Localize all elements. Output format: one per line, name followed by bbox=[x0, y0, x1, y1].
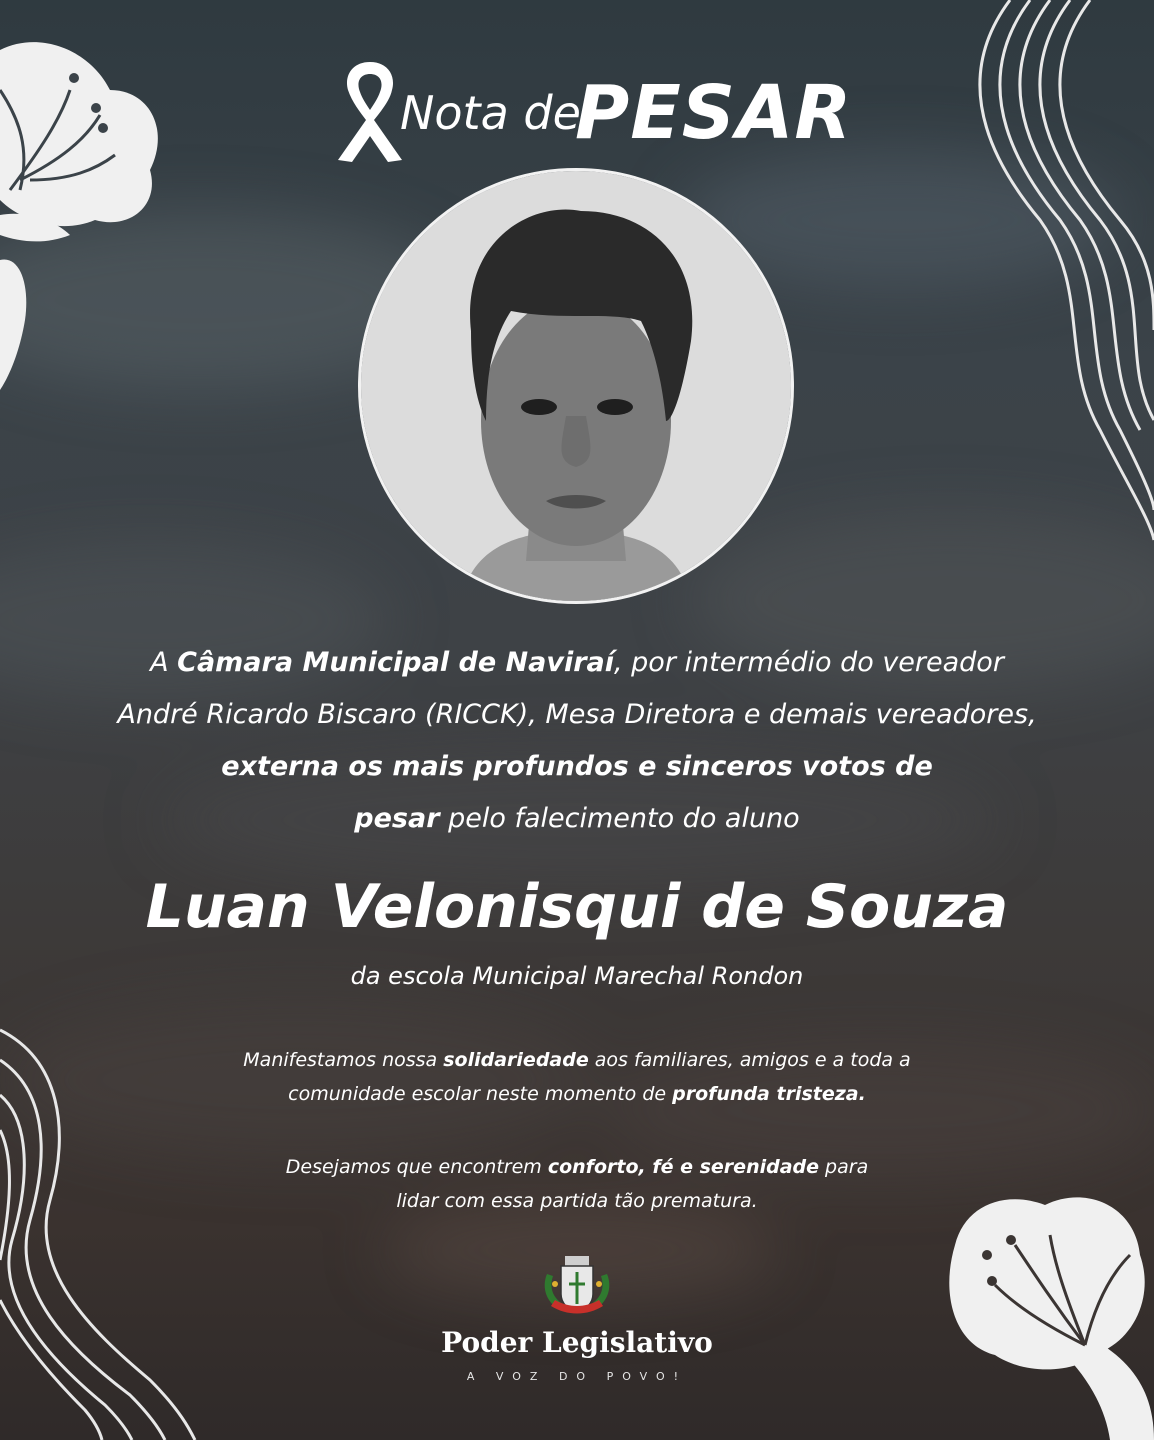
para1-bold-2: profunda tristeza. bbox=[672, 1083, 866, 1105]
title-nota-de: Nota de bbox=[400, 86, 581, 140]
intro-l1-a: A bbox=[150, 647, 178, 678]
school-name: da escola Municipal Marechal Rondon bbox=[350, 962, 804, 990]
flower-bottom-right-icon bbox=[935, 1185, 1154, 1440]
para1-c: aos familiares, amigos e a toda a bbox=[588, 1049, 911, 1071]
intro-l1-bold: Câmara Municipal de Naviraí bbox=[177, 647, 614, 678]
intro-text bbox=[60, 637, 1094, 845]
intro-l1-c: , por intermédio do vereador bbox=[614, 647, 1004, 678]
intro-line-1 bbox=[60, 637, 1094, 689]
para1-bold-1: solidariedade bbox=[443, 1049, 589, 1071]
title-pesar: PESAR bbox=[575, 70, 853, 156]
intro-l4-b: pelo falecimento do aluno bbox=[439, 803, 800, 834]
para2-line-1 bbox=[150, 1150, 1004, 1184]
header bbox=[0, 58, 1154, 168]
para1-d: comunidade escolar neste momento de bbox=[288, 1083, 673, 1105]
footer-title: Poder Legislativo bbox=[441, 1326, 713, 1359]
para2-line-2: lidar com essa partida tão prematura. bbox=[396, 1190, 758, 1212]
para2-c: para bbox=[819, 1156, 869, 1178]
intro-line-2: André Ricardo Biscaro (RICCK), Mesa Diretora e demais vereadores, bbox=[117, 699, 1037, 730]
para1-line-1 bbox=[150, 1043, 1004, 1077]
mourning-ribbon-icon bbox=[330, 58, 410, 164]
para1-line-2 bbox=[150, 1077, 1004, 1111]
para2-bold: conforto, fé e serenidade bbox=[547, 1156, 820, 1178]
intro-line-4 bbox=[60, 793, 1094, 845]
intro-l4-bold: pesar bbox=[354, 803, 440, 834]
para1-a: Manifestamos nossa bbox=[243, 1049, 444, 1071]
solidarity-paragraph bbox=[150, 1043, 1004, 1111]
intro-line-3 bbox=[60, 741, 1094, 793]
deceased-name: Luan Velonisqui de Souza bbox=[145, 872, 1009, 942]
portrait-photo bbox=[358, 168, 794, 604]
portrait-illustration bbox=[361, 171, 791, 601]
para2-a: Desejamos que encontrem bbox=[285, 1156, 548, 1178]
coat-of-arms-icon bbox=[537, 1254, 617, 1318]
comfort-paragraph bbox=[150, 1150, 1004, 1218]
intro-l3-bold: externa os mais profundos e sinceros votos de bbox=[221, 751, 933, 782]
footer-subtitle: A VOZ DO POVO! bbox=[466, 1370, 688, 1383]
